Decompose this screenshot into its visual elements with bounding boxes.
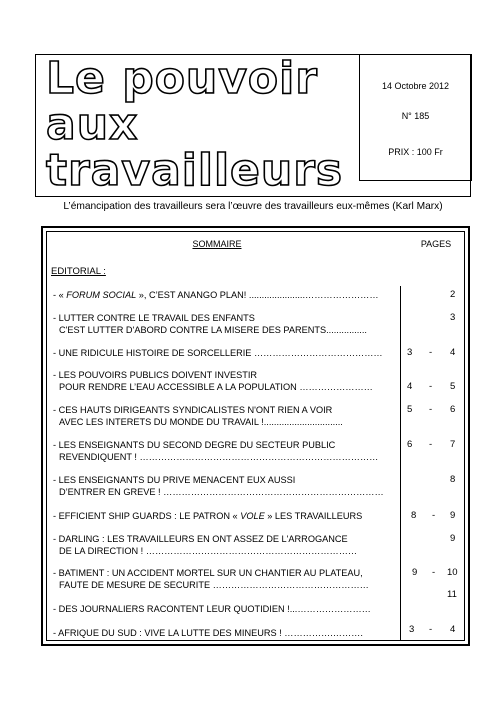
toc-entry[interactable]: [53, 474, 397, 498]
masthead: [35, 53, 471, 212]
toc-entry-line-2: DE LA DIRECTION ! ……………………………………………………………: [59, 546, 358, 556]
table-of-contents: [41, 226, 470, 646]
toc-page-start: 3: [407, 347, 413, 358]
toc-entry[interactable]: [53, 404, 397, 428]
toc-entry[interactable]: [53, 347, 397, 359]
toc-page-start: 5: [407, 404, 413, 415]
toc-entry[interactable]: [53, 289, 397, 301]
toc-entry[interactable]: [53, 510, 397, 522]
toc-entry-line-1: - CES HAUTS DIRIGEANTS SYNDICALISTES N'ONT RIEN A VOIR: [53, 405, 333, 415]
toc-entry[interactable]: [53, 567, 397, 591]
toc-page-separator: -: [429, 347, 433, 358]
toc-entry-line-2: D’ENTRER EN GREVE ! ………………………………………………………………: [59, 487, 384, 497]
contents-inner-frame: [46, 231, 465, 641]
toc-page-start: 6: [407, 439, 413, 450]
toc-page-separator: -: [432, 567, 436, 578]
editorial-label: EDITORIAL :: [51, 266, 106, 277]
toc-entry-text: - EFFICIENT SHIP GUARDS : LE PATRON «: [53, 511, 241, 521]
toc-page-separator: -: [432, 510, 436, 521]
title-line-1: Le pouvoir: [46, 53, 318, 104]
toc-entry-text: - «: [53, 290, 67, 300]
sommaire-header: SOMMAIRE: [192, 239, 242, 249]
toc-page-separator: -: [429, 624, 433, 635]
toc-entry-line-2: REVENDIQUENT ! ……………………………………………………………………: [59, 452, 379, 462]
toc-entry[interactable]: [53, 533, 397, 557]
toc-entry-italic: VOLE: [240, 511, 265, 521]
toc-entry-line-1: - DES JOURNALIERS RACONTENT LEUR QUOTIDIEN !...……………………: [53, 604, 371, 614]
toc-entry-line-2: POUR RENDRE L’EAU ACCESSIBLE A LA POPULATION ……………………: [59, 382, 373, 392]
issue-info-box: [359, 54, 472, 181]
pages-column-divider: [400, 286, 401, 640]
toc-entry[interactable]: [53, 439, 397, 463]
motto: L’émancipation des travailleurs sera l’œuvre des travailleurs eux-mêmes (Karl Marx): [63, 201, 443, 212]
toc-entry-line-1: - LES ENSEIGNANTS DU PRIVE MENACENT EUX AUSSI: [53, 475, 296, 485]
toc-page-separator: -: [429, 439, 433, 450]
toc-entry-line-1: - LUTTER CONTRE LE TRAVAIL DES ENFANTS: [53, 313, 255, 323]
toc-page-end: 5: [450, 381, 456, 392]
toc-entry-line-1: - BATIMENT : UN ACCIDENT MORTEL SUR UN CHANTIER AU PLATEAU,: [53, 568, 363, 578]
toc-entry-line-1: - UNE RIDICULE HISTOIRE DE SORCELLERIE ……………………………………: [53, 348, 383, 358]
toc-page-end: 10: [447, 567, 458, 578]
newspaper-title: [36, 55, 359, 197]
issue-price: PRIX : 100 Fr: [388, 147, 443, 157]
toc-page-number: 2: [450, 289, 456, 300]
toc-entry-text: » LES TRAVAILLEURS: [264, 511, 363, 521]
toc-page-end: 4: [450, 347, 456, 358]
toc-entry[interactable]: [53, 312, 397, 336]
toc-page-start: 9: [412, 567, 418, 578]
toc-entry[interactable]: [53, 603, 397, 615]
toc-entry-line-1: - DARLING : LES TRAVAILLEURS EN ONT ASSEZ DE L'ARROGANCE: [53, 534, 348, 544]
toc-page-number: 3: [450, 312, 456, 323]
toc-page-start: 8: [411, 510, 417, 521]
toc-page-end: 4: [450, 624, 456, 635]
toc-entry-line-1: - LES ENSEIGNANTS DU SECOND DEGRE DU SECTEUR PUBLIC: [53, 440, 336, 450]
toc-entry-text: », C’EST ANANGO PLAN! ......................……………………: [136, 290, 379, 300]
issue-number: N° 185: [401, 111, 430, 121]
toc-page-separator: -: [429, 381, 433, 392]
toc-page-number: 8: [450, 474, 456, 485]
toc-entry-line-1: - LES POUVOIRS PUBLICS DOIVENT INVESTIR: [53, 370, 258, 380]
toc-page-start: 3: [409, 624, 415, 635]
toc-page-number: 9: [450, 533, 456, 544]
toc-entry[interactable]: [53, 627, 397, 639]
toc-entry-line-2: FAUTE DE MESURE DE SECURITE ……………………………………………: [59, 580, 369, 590]
title-line-3: travailleurs: [46, 145, 344, 196]
toc-entry-line-1: - AFRIQUE DU SUD : VIVE LA LUTTE DES MINEURS ! …………….……….: [53, 628, 363, 638]
pages-header: PAGES: [420, 239, 452, 249]
issue-date: 14 Octobre 2012: [381, 81, 450, 91]
toc-page-end: 6: [450, 404, 456, 415]
toc-page-separator: -: [429, 404, 433, 415]
toc-entry[interactable]: [53, 369, 397, 393]
toc-page-extra: 11: [447, 589, 457, 600]
toc-entry-line-2: AVEC LES INTERETS DU MONDE DU TRAVAIL !...............................: [59, 417, 343, 427]
toc-entry-italic: FORUM SOCIAL: [66, 290, 137, 300]
title-line-2: aux: [46, 99, 139, 150]
toc-entry-line-2: C'EST LUTTER D'ABORD CONTRE LA MISERE DES PARENTS................: [59, 325, 367, 335]
toc-page-start: 4: [407, 381, 413, 392]
toc-page-end: 9: [450, 510, 456, 521]
toc-page-end: 7: [450, 439, 456, 450]
